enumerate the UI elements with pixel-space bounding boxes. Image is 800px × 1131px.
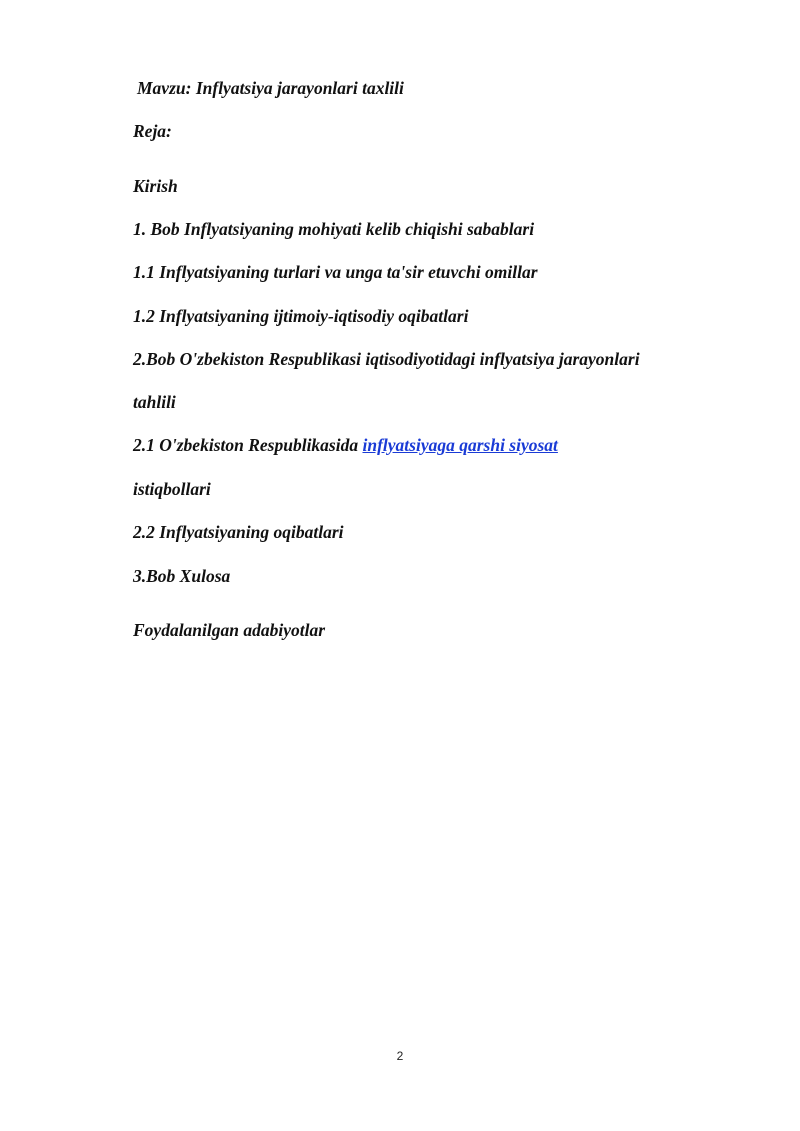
plan-item-chapter-2: 2.Bob O'zbekiston Respublikasi iqtisodiyotidagi inflyatsiya jarayonlari [133,349,640,369]
plan-heading: Reja: [133,121,172,141]
page-number: 2 [396,1049,404,1063]
plan-item-references: Foydalanilgan adabiyotlar [133,620,326,640]
plan-item-section-2-1-continued: istiqbollari [133,479,211,499]
plan-item-chapter-2-continued: tahlili [133,392,176,412]
plan-item-section-2-1 [133,435,558,455]
section-2-1-text: 2.1 O'zbekiston Respublikasida [133,435,363,455]
plan-item-section-2-2: 2.2 Inflyatsiyaning oqibatlari [133,522,344,542]
document-title: Mavzu: Inflyatsiya jarayonlari taxlili [137,78,404,98]
plan-item-section-1-2: 1.2 Inflyatsiyaning ijtimoiy-iqtisodiy oqibatlari [133,306,469,326]
inflation-policy-link[interactable]: inflyatsiyaga qarshi siyosat [362,435,558,455]
plan-item-section-1-1: 1.1 Inflyatsiyaning turlari va unga ta'sir etuvchi omillar [133,262,538,282]
plan-item-chapter-3: 3.Bob Xulosa [133,566,231,586]
plan-item-intro: Kirish [133,176,178,196]
plan-item-chapter-1: 1. Bob Inflyatsiyaning mohiyati kelib chiqishi sabablari [133,219,535,239]
